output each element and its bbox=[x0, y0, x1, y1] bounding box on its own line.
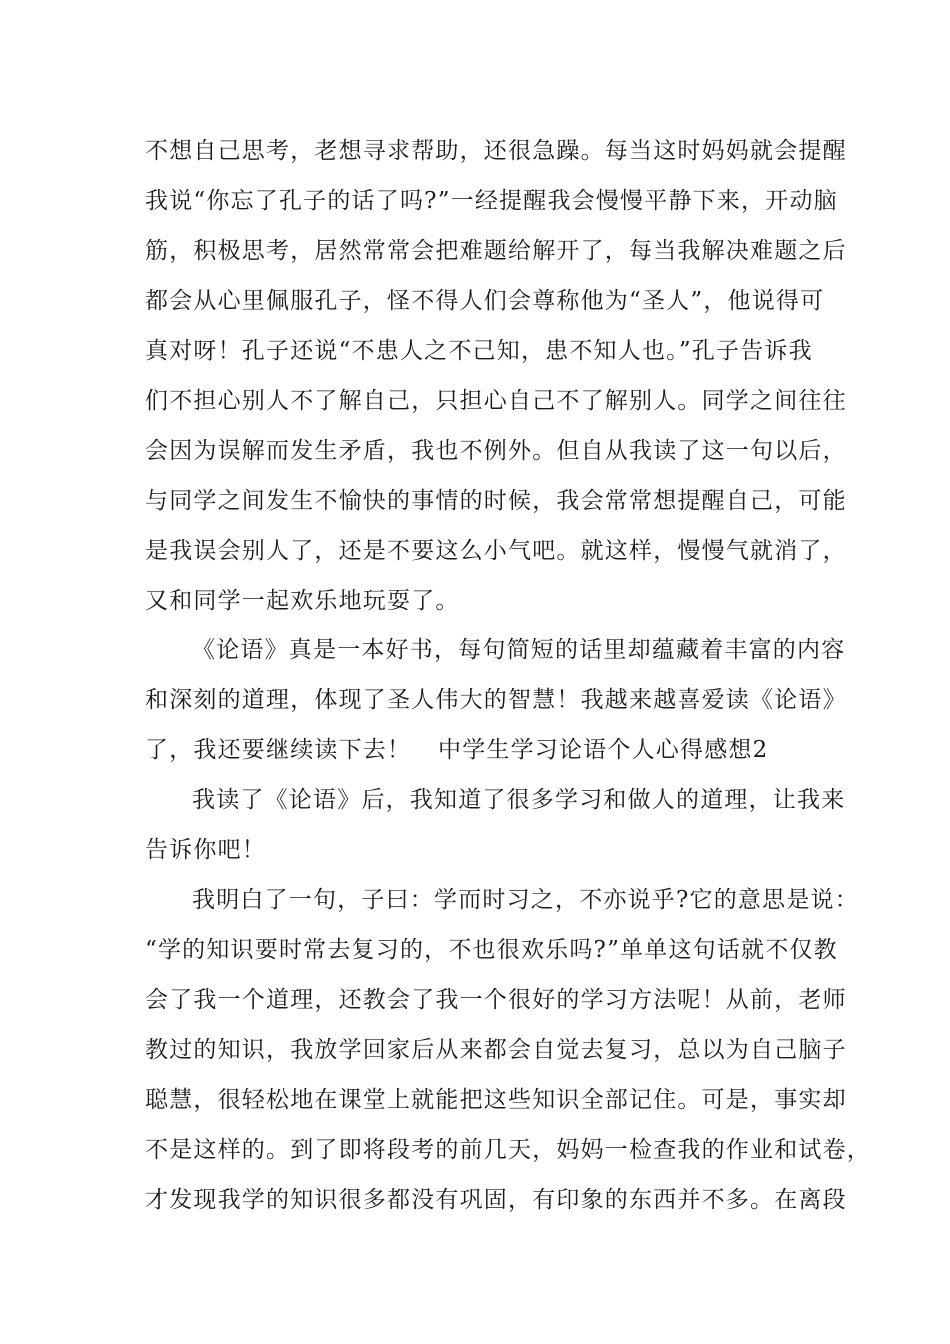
paragraph-1-line-4: 都会从心里佩服孔子，怪不得人们会尊称他为“圣人”，他说得可 bbox=[145, 288, 825, 314]
paragraph-4-line-5: 聪慧，很轻松地在课堂上就能把这些知识全部记住。可是，事实却 bbox=[145, 1087, 847, 1113]
paragraph-3-line-1: 我读了《论语》后，我知道了很多学习和做人的道理，让我来 bbox=[192, 787, 846, 813]
paragraph-1-line-2: 我说“你忘了孔子的话了吗?”一经提醒我会慢慢平静下来，开动脑 bbox=[145, 188, 838, 214]
paragraph-2-line-2: 和深刻的道理，体现了圣人伟大的智慧！我越来越喜爱读《论语》 bbox=[145, 687, 847, 713]
paragraph-4-line-4: 教过的知识，我放学回家后从来都会自觉去复习，总以为自己脑子 bbox=[145, 1037, 847, 1063]
paragraph-1-line-7: 会因为误解而发生矛盾，我也不例外。但自从我读了这一句以后， bbox=[145, 438, 847, 464]
paragraph-3-line-2: 告诉你吧！ bbox=[145, 837, 266, 863]
paragraph-4-line-1: 我明白了一句，子曰：学而时习之，不亦说乎?它的意思是说： bbox=[192, 887, 859, 913]
section-heading: 中学生学习论语个人心得感想2 bbox=[438, 737, 769, 763]
paragraph-4-line-7: 才发现我学的知识很多都没有巩固，有印象的东西并不多。在离段 bbox=[145, 1187, 847, 1213]
paragraph-1-line-1: 不想自己思考，老想寻求帮助，还很急躁。每当这时妈妈就会提醒 bbox=[145, 138, 847, 164]
paragraph-2-line-1: 《论语》真是一本好书，每句简短的话里却蕴藏着丰富的内容 bbox=[192, 637, 846, 663]
paragraph-1-line-10: 又和同学一起欢乐地玩耍了。 bbox=[145, 588, 460, 614]
paragraph-1-line-3: 筋，积极思考，居然常常会把难题给解开了，每当我解决难题之后 bbox=[145, 238, 847, 264]
paragraph-4-line-6: 不是这样的。到了即将段考的前几天，妈妈一检查我的作业和试卷， bbox=[145, 1137, 871, 1163]
paragraph-2-line-3: 了，我还要继续读下去！ bbox=[145, 737, 412, 763]
paragraph-1-line-5: 真对呀！孔子还说“不患人之不己知，患不知人也。”孔子告诉我 bbox=[145, 338, 813, 364]
paragraph-1-line-9: 是我误会别人了，还是不要这么小气吧。就这样，慢慢气就消了， bbox=[145, 538, 847, 564]
paragraph-1-line-6: 们不担心别人不了解自己，只担心自己不了解别人。同学之间往往 bbox=[145, 388, 847, 414]
paragraph-1-line-8: 与同学之间发生不愉快的事情的时候，我会常常想提醒自己，可能 bbox=[145, 488, 847, 514]
paragraph-4-line-2: “学的知识要时常去复习的，不也很欢乐吗?”单单这句话就不仅教 bbox=[145, 937, 838, 963]
paragraph-4-line-3: 会了我一个道理，还教会了我一个很好的学习方法呢！从前，老师 bbox=[145, 987, 847, 1013]
